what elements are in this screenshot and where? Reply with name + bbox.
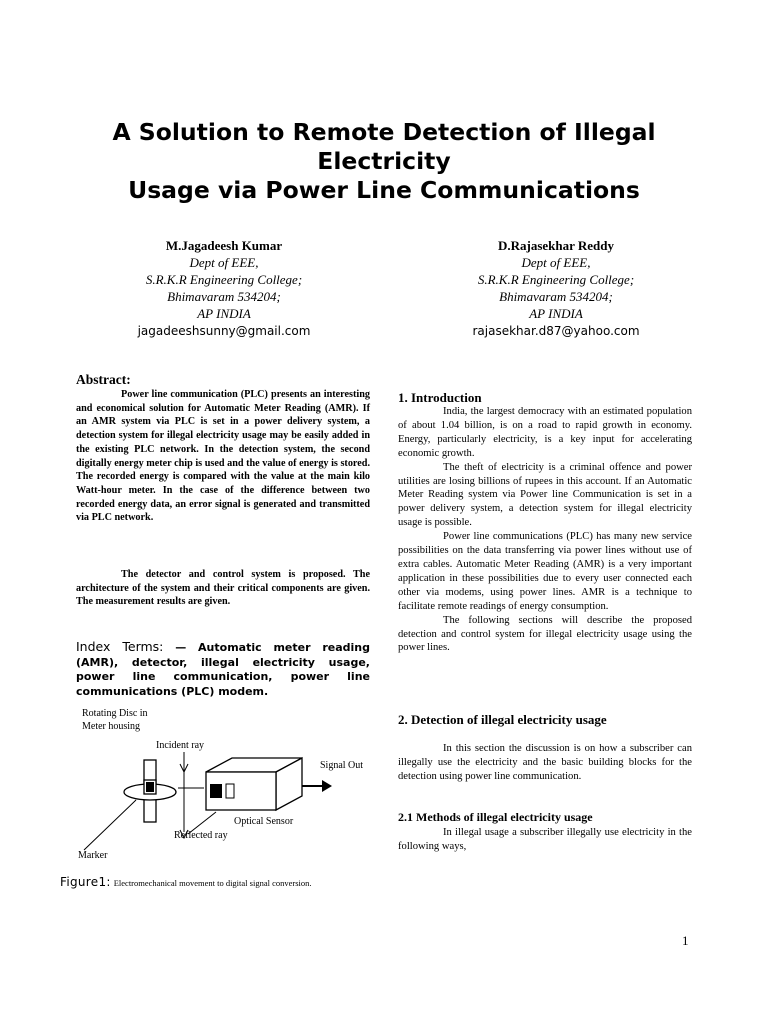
author-city: Bhimavaram 534204; [167,289,281,304]
abstract-paragraph-1: Power line communication (PLC) presents an interesting and economical solution for Automatic Meter Reading (AMR). If an AMR system via PLC is set in a power delivery system, a detection system for illegal electricity usage may be easily added in the existing PLC network. In the detection system, the second digitally energy meter chip is used and the value of energy is stored. The recorded energy is compared with the value at the main kilo Watt-hour meter. In the case of the difference between two recorded energy data, an error signal is generated and transmitted via PLC network. [76,389,370,524]
figure-caption [60,875,312,890]
introduction-body [398,405,692,655]
intro-paragraph-3: Power line communications (PLC) has many new service possibilities on the data transferring via power lines without use of extra cables. Automatic Meter Reading (AMR) is a very important application in these possibilities due to every user connected each other via modems, using power lines. AMR is a technique to facilitate remote readings of energy consumption. [398,531,692,612]
label-incident-ray: Incident ray [156,740,205,751]
author-email[interactable]: rajasekhar.d87@yahoo.com [472,324,640,338]
sensor-element [226,784,234,798]
author-city: Bhimavaram 534204; [499,289,613,304]
author-name: D.Rajasekhar Reddy [497,238,615,253]
detection-paragraph: In this section the discussion is on how a subscriber can illegally use the electricity and the basic building blocks for the detection using power line communication. [398,743,692,782]
intro-paragraph-4: The following sections will describe the proposed detection and control system for illegal electricity usage using the power lines. [398,614,692,654]
index-terms-label: Index Terms: [76,639,164,654]
author-college: S.R.K.R Engineering College; [477,272,635,287]
methods-paragraph: In illegal usage a subscriber illegally use electricity in the following ways, [398,827,692,852]
section-heading-introduction: 1. Introduction [398,390,482,405]
author-college: S.R.K.R Engineering College; [145,272,303,287]
author-country: AP INDIA [529,306,583,321]
author-dept: Dept of EEE, [189,255,259,270]
index-terms-text: — Automatic meter reading (AMR), detector, illegal electricity usage, power line communication, power line communications (PLC) modem. [76,641,370,698]
subsection-heading-methods: 2.1 Methods of illegal electricity usage [398,810,593,824]
signal-out-arrowhead [322,780,332,792]
title-line-1: A Solution to Remote Detection of Illegal [112,118,656,146]
author-country: AP INDIA [197,306,251,321]
title-line-2: Electricity [317,147,451,175]
author-block-2 [426,237,686,340]
figure-caption-label: Figure1: [60,875,111,889]
figure-caption-text: Electromechanical movement to digital signal conversion. [113,878,312,888]
page-number: 1 [682,933,689,948]
marker-pointer [84,800,136,850]
figure-1-diagram [66,702,406,872]
label-reflected-ray: Reflected ray [174,830,228,841]
intro-paragraph-1: India, the largest democracy with an estimated population of about 1.04 billion, is on a road to rapid growth in economy. Energy, particularly electricity, is a key input for accelerating economic growth. [398,406,692,459]
index-terms [76,640,370,699]
label-meter-housing: Meter housing [82,721,141,732]
title-line-3: Usage via Power Line Communications [128,176,640,204]
abstract-heading: Abstract: [76,372,131,387]
sensor-lens [210,784,222,798]
section-heading-detection: 2. Detection of illegal electricity usage [398,712,607,727]
paper-title [60,118,708,205]
figure-1 [66,702,406,872]
label-marker: Marker [78,850,108,861]
author-email[interactable]: jagadeeshsunny@gmail.com [137,324,311,338]
author-dept: Dept of EEE, [521,255,591,270]
label-rotating-disc: Rotating Disc in [82,708,148,719]
label-optical-sensor: Optical Sensor [234,816,294,827]
disc-marker [146,782,154,792]
intro-paragraph-2: The theft of electricity is a criminal offence and power utilities are losing billions of rupees in this account. If an Automatic Meter Reading system via Power line Communication is set in a power delivery system, a detection system for illegal electricity usage is possible. [398,461,692,529]
abstract-paragraph-2: The detector and control system is proposed. The architecture of the system and their critical components are given. The measurement results are given. [76,569,370,608]
author-name: M.Jagadeesh Kumar [165,238,283,253]
label-signal-out: Signal Out [320,760,364,771]
author-block-1 [94,237,354,340]
